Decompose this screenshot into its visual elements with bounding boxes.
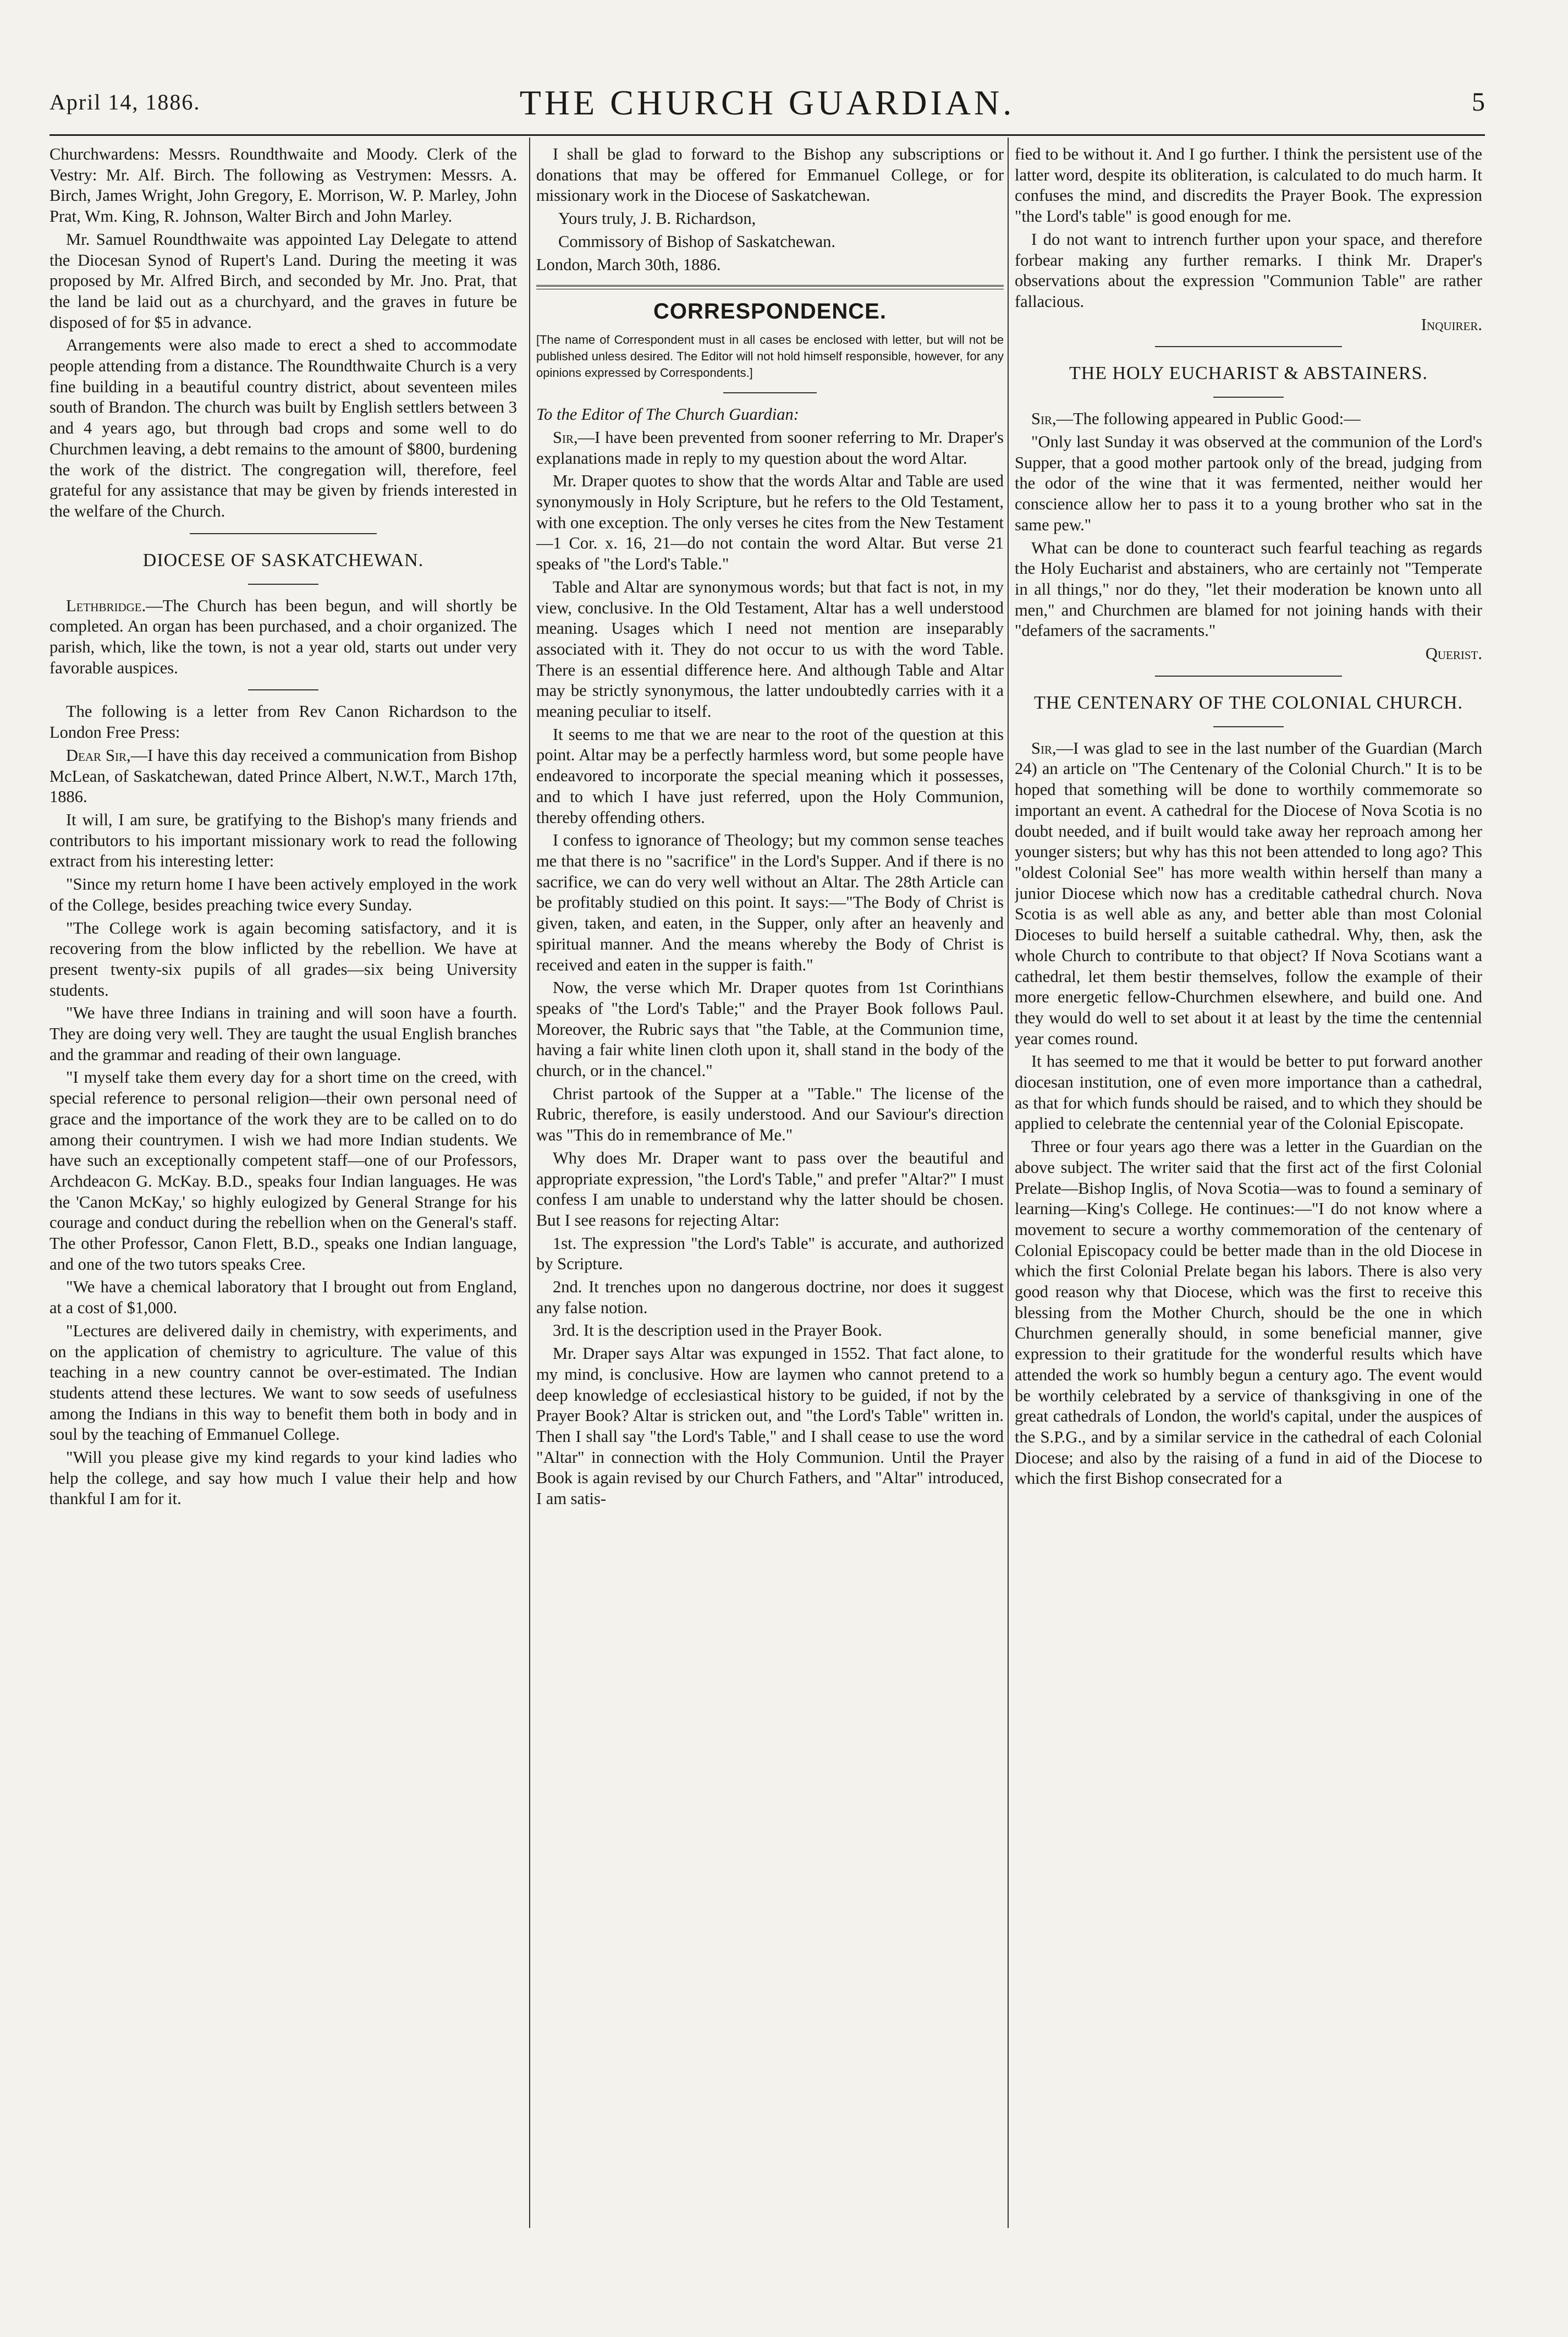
section-rule bbox=[723, 392, 817, 393]
section-rule bbox=[1155, 676, 1342, 677]
section-heading-diocese: DIOCESE OF SASKATCHEWAN. bbox=[142, 550, 424, 570]
place-name: Lethbridge. bbox=[66, 596, 146, 615]
salutation: Dear Sir, bbox=[66, 745, 131, 765]
quote-paragraph: "We have a chemical laboratory that I brought out from England, at a cost of $1,000. bbox=[49, 1277, 517, 1318]
salutation: Sir, bbox=[1031, 409, 1057, 429]
paragraph: Now, the verse which Mr. Draper quotes from 1st Corinthians speaks of "the Lord's Table;" and the Prayer Book follows Paul. Moreover, the Rubric says that "the Table, at the Communion time, having a fair white linen cloth upon it, shall stand in the body of the church, or in the chancel." bbox=[536, 978, 1004, 1080]
paragraph-text: —The following appeared in Public Good:— bbox=[1056, 409, 1361, 429]
paragraph-text: —I was glad to see in the last number of the Guardian (March 24) an article on "The Centenary of the Colonial Church." It is to be hoped that something will be done to worthily commemorate so important an event. A cathedral for the Diocese of Nova Scotia is no doubt needed, and if built would take away her reproach among her younger sisters; but why has this not been attended to long ago? This "oldest Colonial See" has more wealth within herself than many a junior Diocese which now has a creditable cathedral church. Nova Scotia is as well able as any, and better able than most Colonial Dioceses to build herself a suitable cathedral. Why, then, ask the whole Church to contribute to that object? If Nova Scotians want a cathedral, let them bestir themselves, follow the example of their more energetic fellow-Churchmen elsewhere, and build one. And they would do well to set about it at least by the time the centennial year comes round. bbox=[1015, 738, 1482, 1048]
section-rule bbox=[1213, 397, 1284, 398]
quote-paragraph: "The College work is again becoming satisfactory, and it is recovering from the blow inflicted by the rebellion. We have at present twenty-six pupils of all grades—six being University students. bbox=[49, 918, 517, 1000]
page-number: 5 bbox=[1472, 87, 1485, 117]
section-heading-holy-eucharist: THE HOLY EUCHARIST & ABSTAINERS. bbox=[1069, 363, 1428, 384]
paragraph: fied to be without it. And I go further. I think the persistent use of the latter word, despite its obliteration, is calculated to do much harm. It confuses the mind, and discredits the Prayer Book. The expression "the Lord's table" is good enough for me. bbox=[1015, 145, 1482, 226]
paragraph-text: —I have this day received a communication from Bishop McLean, of Saskatchewan, dated Prince Albert, N.W.T., March 17th, 1886. bbox=[49, 745, 517, 807]
section-rule bbox=[248, 584, 318, 585]
quote-paragraph: "I myself take them every day for a short time on the creed, with special reference to personal religion—their own personal need of grace and the importance of the work they are to be called on to do among their countrymen. I wish we had more Indian students. We have such an exceptionally competent staff—one of our Professors, Archdeacon G. McKay. B.D., speaks four Indian languages. He was the 'Canon McKay,' so highly eulogized by General Strange for his courage and conduct during the rebellion when on the General's staff. The other Professor, Canon Flett, B.D., speaks one Indian language, and one of the two tutors speaks Cree. bbox=[49, 1068, 517, 1274]
paragraph bbox=[49, 745, 517, 808]
salutation: Sir, bbox=[553, 427, 578, 447]
address-text: To the Editor of The Church Guardian: bbox=[536, 405, 799, 424]
paragraph: Mr. Draper quotes to show that the words Altar and Table are used synonymously in Holy Scripture, but he refers to the Old Testament, with one exception. The only verses he cites from the New Testament—1 Cor. x. 16, 21—do not contain the word Altar. But verse 21 speaks of "the Lord's Table." bbox=[536, 471, 1004, 574]
paragraph: Why does Mr. Draper want to pass over the beautiful and appropriate expression, "the Lord's Table," and prefer "Altar?" I must confess I am unable to understand why the latter should be chosen. But I see reasons for rejecting Altar: bbox=[536, 1148, 1004, 1230]
section-rule bbox=[1155, 346, 1342, 347]
section-rule bbox=[248, 689, 318, 690]
header-rule bbox=[49, 134, 1485, 136]
column-2 bbox=[536, 144, 1004, 2224]
section-heading-centenary: THE CENTENARY OF THE COLONIAL CHURCH. bbox=[1034, 692, 1463, 713]
column-1 bbox=[49, 144, 517, 2224]
quote-paragraph: "Lectures are delivered daily in chemistry, with experiments, and on the application of chemistry to agriculture. The value of this teaching in a new country cannot be over-estimated. The Indian students attend these lectures. We want to sow seeds of usefulness among the Indians in this way to benefit them both in body and in soul by the teaching of Emmanuel College. bbox=[49, 1321, 517, 1444]
paragraph-text: —The Church has been begun, and will shortly be completed. An organ has been purchased, and a choir organized. The parish, which, like the town, is not a year old, starts out under very favorable auspices. bbox=[49, 596, 517, 677]
paragraph: I do not want to intrench further upon your space, and therefore forbear making any further remarks. I think Mr. Draper's observations about the expression "Communion Table" are rather fallacious. bbox=[1015, 229, 1482, 311]
quote-paragraph: "We have three Indians in training and will soon have a fourth. They are doing very well. They are taught the usual English branches and the grammar and reading of their own language. bbox=[49, 1003, 517, 1064]
column-3 bbox=[1015, 144, 1482, 2224]
newspaper-title: THE CHURCH GUARDIAN. bbox=[519, 83, 1015, 122]
paragraph: Mr. Samuel Roundthwaite was appointed Lay Delegate to attend the Diocesan Synod of Rupert's Land. During the meeting it was proposed by Mr. Alfred Birch, and seconded by Mr. Jno. Prat, that the land be laid out as a churchyard, and the graves in future be disposed of for $5 in advance. bbox=[49, 229, 517, 332]
paragraph: The following is a letter from Rev Canon Richardson to the London Free Press: bbox=[49, 702, 517, 742]
column-divider bbox=[1008, 138, 1009, 2228]
paragraph bbox=[49, 596, 517, 679]
paragraph: Arrangements were also made to erect a shed to accommodate people attending from a distance. The Roundthwaite Church is a very fine building in a beautiful country district, about seventeen miles south of Brandon. The church was built by English settlers between 3 and 4 years ago, but through bad crops and some well to do Churchmen leaving, a debt remains to the amount of $800, burdening the work of the district. The congregation will, therefore, feel grateful for any assistance that may be given by friends interested in the welfare of the Church. bbox=[49, 336, 517, 520]
paragraph-text: —I have been prevented from sooner referring to Mr. Draper's explanations made in reply to my question about the word Altar. bbox=[536, 427, 1004, 468]
paragraph: It seems to me that we are near to the root of the question at this point. Altar may be a perfectly harmless word, but some people have endeavored to incorporate the special meaning which it possesses, and to which I have just referred, upon the Holy Communion, thereby offending others. bbox=[536, 725, 1004, 827]
signature-title: Commissory of Bishop of Saskatchewan. bbox=[558, 232, 836, 251]
signature: Yours truly, J. B. Richardson, bbox=[558, 209, 756, 228]
section-rule bbox=[190, 533, 377, 534]
paragraph: Churchwardens: Messrs. Roundthwaite and Moody. Clerk of the Vestry: Mr. Alf. Birch. The following as Vestrymen: Messrs. A. Birch, James Wright, John Gregory, E. Morrison, W. P. Marley, John Prat, Wm. King, R. Johnson, Walter Birch and John Marley. bbox=[49, 145, 517, 226]
paragraph: Christ partook of the Supper at a "Table." The license of the Rubric, therefore, is easily understood. And our Saviour's direction was "This do in remembrance of Me." bbox=[536, 1084, 1004, 1145]
quote-paragraph: "Since my return home I have been actively employed in the work of the College, besides preaching twice every Sunday. bbox=[49, 875, 517, 914]
section-rule bbox=[1213, 726, 1284, 727]
quote-paragraph: "Only last Sunday it was observed at the communion of the Lord's Supper, that a good mother partook only of the bread, judging from the odor of the wine that it was fermented, neither would her conscience allow her to pass it to a young brother who sat in the same pew." bbox=[1015, 432, 1482, 534]
issue-date: April 14, 1886. bbox=[49, 90, 201, 114]
dateline: London, March 30th, 1886. bbox=[536, 255, 721, 274]
column-divider bbox=[529, 138, 530, 2228]
paragraph: I shall be glad to forward to the Bishop any subscriptions or donations that may be offered for Emmanuel College, or for missionary work in the Diocese of Saskatchewan. bbox=[536, 145, 1004, 205]
paragraph bbox=[536, 427, 1004, 469]
paragraph: Table and Altar are synonymous words; but that fact is not, in my view, conclusive. In the Old Testament, Altar has a well understood meaning. Usages which I need not mention are inseparably associated with it. They do not occur to us with the word Table. There is an essential difference here. And although Table and Altar may be strictly synonymous, the latter undoubtedly carries with it a meaning peculiar to itself. bbox=[536, 577, 1004, 721]
paragraph bbox=[1015, 738, 1482, 1050]
editor-note: [The name of Correspondent must in all cases be enclosed with letter, but will not be published unless desired. The Editor will not hold himself responsible, however, for any opinions expressed by Correspondents.] bbox=[536, 333, 1004, 380]
section-rule bbox=[536, 285, 1004, 289]
paragraph: 2nd. It trenches upon no dangerous doctrine, nor does it suggest any false notion. bbox=[536, 1277, 1004, 1317]
signature: Inquirer. bbox=[1421, 315, 1482, 334]
paragraph: I confess to ignorance of Theology; but my common sense teaches me that there is no "sacrifice" in the Lord's Supper. And if there is no sacrifice, we can do very well without an Altar. The 28th Article can be profitably studied on this point. It says:—"The Body of Christ is given, taken, and eaten, in the Supper, only after an heavenly and spiritual manner. And the means whereby the Body of Christ is received and eaten in the supper is faith." bbox=[536, 831, 1004, 974]
paragraph: What can be done to counteract such fearful teaching as regards the Holy Eucharist and abstainers, who are certainly not "Temperate in all things," nor do they, "let their moderation be known unto all men," and Churchmen are blamed for not joining hands with their "defamers of the sacraments." bbox=[1015, 538, 1482, 640]
paragraph: It will, I am sure, be gratifying to the Bishop's many friends and contributors to his important missionary work to read the following extract from his interesting letter: bbox=[49, 810, 517, 871]
paragraph bbox=[1015, 409, 1482, 430]
quote-paragraph: "Will you please give my kind regards to your kind ladies who help the college, and say how much I value their help and how thankful I am for it. bbox=[49, 1448, 517, 1508]
paragraph: Mr. Draper says Altar was expunged in 1552. That fact alone, to my mind, is conclusive. How are laymen who cannot pretend to a deep knowledge of ecclesiastical history to be guided, if not by the Prayer Book? Altar is stricken out, and "the Lord's Table" written in. Then I shall say "the Lord's Table," and I shall cease to use the word "Altar" in connection with the Holy Communion. Until the Prayer Book is again revised by our Church Fathers, and "Altar" introduced, I am satis- bbox=[536, 1344, 1004, 1508]
signature: Querist. bbox=[1425, 644, 1482, 663]
paragraph: 1st. The expression "the Lord's Table" is accurate, and authorized by Scripture. bbox=[536, 1233, 1004, 1274]
salutation: Sir, bbox=[1031, 738, 1057, 758]
page-header bbox=[49, 83, 1485, 132]
paragraph: 3rd. It is the description used in the Prayer Book. bbox=[553, 1321, 882, 1340]
section-heading-correspondence: CORRESPONDENCE. bbox=[653, 299, 887, 324]
address-line bbox=[536, 404, 1004, 425]
paragraph: Three or four years ago there was a letter in the Guardian on the above subject. The writer said that the first act of the first Colonial Prelate—Bishop Inglis, of Nova Scotia—was to found a seminary of learning—King's College. He continues:—"I do not know where a movement to secure a worthy commemoration of the centenary of Colonial Episcopacy could be better made than in the old Diocese in which the first Colonial Prelate began his labors. There is also very good reason why that Diocese, which was the first to receive this blessing from the Mother Church, should be the one in which Churchmen generally should, in some beneficial manner, give expression to their gratitude for the wonderful results which have attended the work so humbly begun a century ago. The event would be worthily celebrated by a service of thanksgiving in one of the great cathedrals of London, the world's capital, under the auspices of the S.P.G., and by a similar service in the cathedral of each Colonial Diocese; and also by the raising of a fund in aid of the Diocese to which the first Bishop consecrated for a bbox=[1015, 1137, 1482, 1488]
paragraph: It has seemed to me that it would be better to put forward another diocesan institution, one of even more importance than a cathedral, as that for which funds should be raised, and to which they should be applied to celebrate the centennial year of the Colonial Episcopate. bbox=[1015, 1052, 1482, 1133]
